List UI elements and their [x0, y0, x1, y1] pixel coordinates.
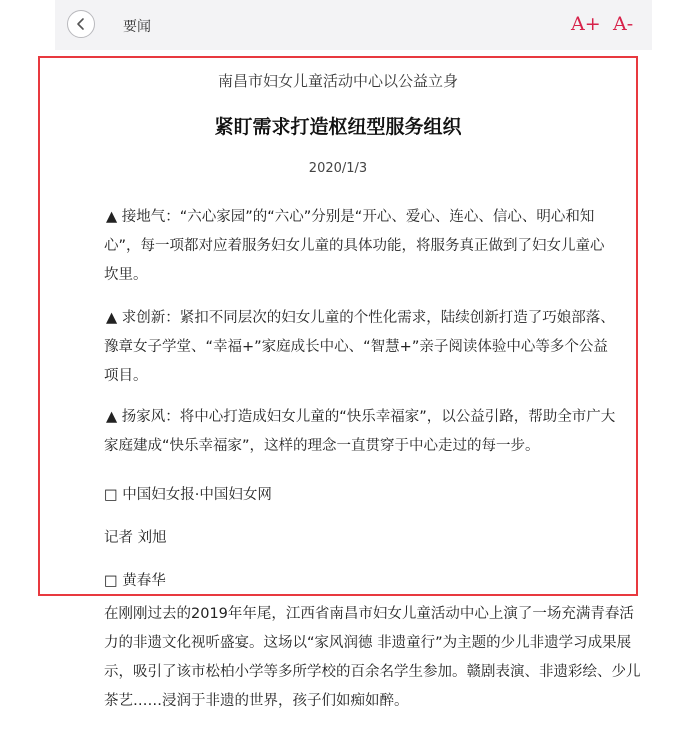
article-author: □ 黄春华 — [104, 573, 166, 589]
summary-paragraph: ▲ 扬家风：将中心打造成妇女儿童的“快乐幸福家”，以公益引路，帮助全市广大家庭建成“快乐幸福家”，这样的理念一直贯穿于中心走过的每一步。 — [104, 409, 616, 454]
article-highlight-card — [38, 56, 638, 596]
article-date: 2020/1/3 — [308, 161, 368, 176]
section-title: 要闻 — [123, 19, 151, 35]
back-button[interactable] — [67, 10, 95, 38]
summary-paragraph: ▲ 接地气：“六心家园”的“六心”分别是“开心、爱心、连心、信心、明心和知心”，每一项都对应着服务妇女儿童的具体功能，将服务真正做到了妇女儿童心坎里。 — [104, 209, 605, 283]
article-title: 紧盯需求打造枢纽型服务组织 — [214, 116, 462, 138]
article-subtitle: 南昌市妇女儿童活动中心以公益立身 — [217, 72, 458, 90]
summary-paragraph: ▲ 求创新：紧扣不同层次的妇女儿童的个性化需求，陆续创新打造了巧娘部落、豫章女子学堂、“幸福+”家庭成长中心、“智慧+”亲子阅读体验中心等多个公益项目。 — [104, 310, 615, 384]
top-bar — [55, 0, 652, 50]
font-decrease-button[interactable]: A- — [613, 13, 634, 35]
chevron-left-icon — [75, 17, 87, 31]
article-reporter: 记者 刘旭 — [104, 530, 167, 546]
article-body: 在刚刚过去的2019年年尾，江西省南昌市妇女儿童活动中心上演了一场充满青春活力的非遗文化视听盛宴。这场以“家风润德 非遗童行”为主题的少儿非遗学习成果展示，吸引了该市松柏小学等多所学校的百余名学生参加。赣剧表演、非遗彩绘、少儿茶艺……浸润于非遗的世界，孩子们如痴如醉。 — [104, 606, 641, 709]
article-source: □ 中国妇女报·中国妇女网 — [104, 487, 272, 503]
font-increase-button[interactable]: A+ — [571, 13, 601, 35]
